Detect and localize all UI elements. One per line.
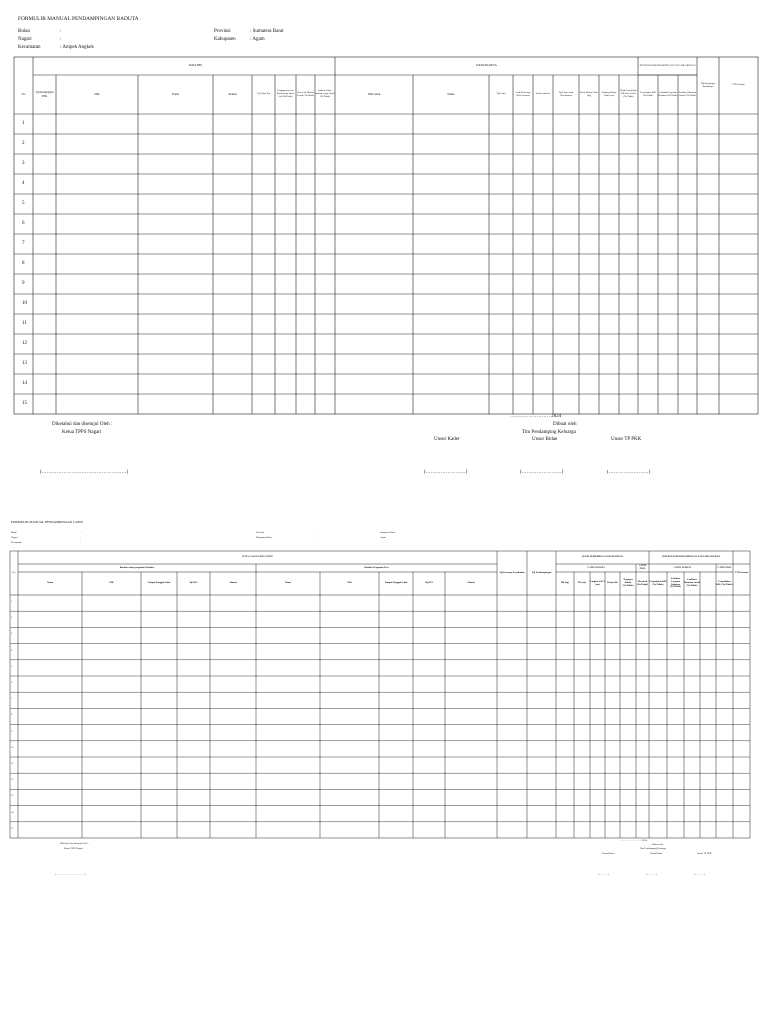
form2-col-ttd: TTD Sasaran	[734, 570, 749, 574]
form1-meta-kabupaten-label: Kabupaten	[214, 37, 236, 42]
form1-sig-kader: (……………………)	[424, 470, 468, 475]
form2-group-hasil: HASIL PEMERIKSAAN KESEHATAN	[581, 555, 624, 559]
form2-sig-ketua: (………………………………)	[55, 873, 86, 876]
form2-col-hb: Kadar Hb	[607, 581, 618, 585]
form2-row-number: 8	[11, 713, 13, 717]
form2-col-int-pria-kie: Penyuluhan KIE (Ya/Tidak)	[716, 579, 733, 586]
form2-row-number: 5	[11, 664, 13, 668]
form2-sig-pkk: (…………)	[694, 873, 706, 876]
form1-col-int-bansos: Fasilitasi Bantuan Sosial (Ya/Tidak)	[678, 90, 697, 97]
form1-row-number: 11	[22, 321, 27, 326]
form2-col-int-kie: Penyuluhan KIE (Ya/Tidak)	[649, 579, 667, 586]
form1-col-no: No	[21, 91, 26, 96]
form2-sub-catin-pria-1: CATIN PRIA	[638, 564, 647, 570]
form1-row-number: 1	[22, 121, 25, 126]
form2-group-data-calon: DATA CALON PENGANTIN	[242, 555, 273, 559]
form2-col-w-nama: Nama	[46, 581, 54, 585]
form2-row-number: 10	[11, 745, 14, 749]
form1-row-number: 10	[22, 301, 27, 306]
form2-row-number: 13	[11, 794, 14, 798]
form2-row-number: 11	[11, 762, 14, 765]
form1-row-number: 12	[22, 341, 27, 346]
form1-group-data-baduta: DATA BADUTA	[476, 63, 497, 68]
form1-col-baduta-urutan: Urutan anak ke	[535, 92, 551, 96]
form2-row-number: 3	[11, 632, 13, 636]
form1-col-tgl-kunjungan: Tgl Kunjungan TPK	[35, 90, 54, 98]
form2-meta-kecamatan-value: :	[80, 541, 81, 544]
form2-row-number: 4	[11, 648, 13, 652]
form1-col-baduta-bb-lahir: Berat Badan Lahir (kg)	[580, 90, 598, 97]
form1-row-number: 14	[22, 381, 27, 386]
form2-row-number: 7	[11, 697, 13, 701]
form1-col-ttd: TTD Sasaran	[732, 83, 745, 87]
form1-col-baduta-anak-keberapa: Anak Keberapa (Prior Nomor)	[515, 90, 531, 97]
form1-row-number: 13	[22, 361, 27, 366]
form1-meta-kecamatan-value: : Ampek Angkek	[60, 45, 94, 50]
form1-col-baduta-tgl-lahir: Tgl Lahir	[496, 92, 506, 96]
form1-meta-nagari-value: :	[60, 37, 62, 42]
form1-meta-kabupaten-value: : Agam	[250, 37, 265, 42]
form1-col-ibu-alamat: Alamat	[228, 91, 237, 96]
form1-col-baduta-nik: NIK Anak	[367, 91, 381, 96]
form1-meta-bulan-label: Bulan	[18, 29, 30, 34]
form2-footer-dibuat: Dibuat oleh	[652, 843, 664, 846]
form2-col-int-rujukan: Fasilitasi Layanan Rujukan (Ya/Tidak)	[670, 576, 681, 589]
form1-col-int-rujukan: Fasilitasi Layanan Rujukan (Ya/Tidak)	[658, 90, 678, 97]
form2-sub-catin-wanita-1: CATIN WANITA	[587, 565, 605, 569]
form2-col-w-alamat: Alamat	[229, 581, 237, 585]
form2-row-number: 1	[11, 600, 13, 603]
form2-group-intervensi: INTERVENSI/PENDAMPINGAN YANG DILAKUKAN	[661, 555, 721, 559]
form2-meta-kabupaten-name: Agam	[380, 536, 386, 539]
form2-col-no: No	[12, 570, 16, 574]
form1-meta-bulan-value: :	[60, 29, 62, 34]
form2-footer-known-by: Diketahui dan disetujui Oleh :	[60, 842, 89, 845]
form2-row-number: 6	[11, 681, 13, 684]
form1-group-intervensi: INTERVENSI/PENDAMPINGAN YANG DILAKUKAN	[639, 63, 696, 67]
form2-row-number: 15	[11, 826, 14, 830]
form2-col-int-bansos: Fasilitasi Bantuan Sosial (Ya/Tidak)	[684, 578, 700, 587]
form2-col-w-nik: NIK	[109, 581, 114, 585]
form2-row-number: 12	[11, 778, 14, 782]
form2-footer-kader: Unsur Kader	[602, 852, 615, 855]
form2-meta-bulan-label: Bulan	[11, 531, 17, 534]
form2-title: FORMULIR MANUAL PENDAMPINGAN CATIN	[11, 520, 83, 524]
form2-meta-provinsi-value: :	[318, 531, 319, 534]
form1-col-int-kie: Penyuluhan KIE (Ya/Tidak)	[640, 90, 656, 97]
form1-row-number: 6	[22, 221, 25, 226]
form2-row-number: 2	[11, 616, 13, 620]
form1-meta-provinsi-value: : Sumatera Barat	[250, 29, 284, 34]
form1-footer-tim: Tim Pendamping Keluarga	[522, 430, 576, 435]
form2-footer-ketua: Ketua TPPS Nagari	[64, 847, 83, 850]
form2-footer-pkk: Unsur TP PKK	[697, 852, 712, 855]
form1-footer-date: …………………… 2024	[510, 414, 562, 419]
form1-col-ibu-kontrasepsi: Penggunaan Alat Kontrasepsi Pasca Sal (Ya/Tidak)	[276, 89, 295, 98]
form2-col-p-ttl: Tempat/Tanggal Lahir	[384, 581, 408, 585]
form1-col-ibu-tgl-lahir: Tgl Lahir Ibu	[257, 92, 270, 96]
form1-footer-pkk: Unsur TP PKK	[611, 437, 642, 442]
form1-sig-ketua: (……………………………………………)	[40, 470, 129, 475]
form1-col-ibu-air-minum: Akses Air Minum Layak (Ya/Tidak)	[296, 90, 315, 97]
form1-sig-bidan: (……………………)	[520, 470, 564, 475]
form1-footer-kader: Unsur Kader	[434, 437, 460, 442]
form2-col-p-alamat: Alamat	[467, 581, 475, 585]
form1-meta-provinsi-label: Provinsi	[214, 29, 231, 34]
form1-row-number: 4	[22, 181, 25, 186]
form1-row-number: 5	[22, 201, 25, 206]
form2-col-tgl-rencana: Tgl Rencana Pernikahan	[499, 570, 525, 574]
form2-col-p-nama: Nama	[284, 581, 292, 585]
form2-col-w-ttl: Tempat/Tanggal Lahir	[147, 581, 171, 585]
form1-row-number: 15	[22, 401, 27, 406]
form1-col-tgl-berikutnya: Tgl Kunjungan Berikutnya	[700, 81, 716, 88]
form2-sub-pria: Biodata Pengantin Pria	[364, 565, 389, 569]
form2-col-rokok: Terpapar Rokok (Ya/Tidak)	[622, 578, 634, 587]
form2-sub-wanita: Biodata calon pengantin (Wanita)	[119, 565, 155, 569]
form1-footer-known-by: Diketahui dan disetujui Oleh :	[52, 422, 113, 427]
form2-sig-bidan: (…………)	[646, 873, 658, 876]
form1-meta-nagari-label: Nagari	[18, 37, 32, 42]
form2-col-lila: Lingkar LILA (cm)	[590, 579, 605, 586]
form2-footer-bidan: Unsur Bidan	[650, 852, 663, 855]
form2-footer-date: ……………………… 2024	[620, 839, 647, 842]
form2-col-w-hp: Hp/WA	[189, 581, 198, 585]
form1-col-baduta-nama: Nama	[447, 91, 455, 96]
form1-meta-kecamatan-label: Kecamatan	[18, 45, 41, 50]
form1-footer-dibuat: Dibuat oleh	[553, 422, 577, 427]
form1-footer-bidan: Unsur Bidan	[532, 437, 558, 442]
form1-sig-pkk: (……………………)	[607, 470, 651, 475]
form1-row-number: 2	[22, 141, 25, 146]
form1-col-ibu-nik: NIK	[94, 91, 100, 96]
form1-col-baduta-kb-pasca: Hasil Penyuluhan KB Pasca Salin (Ya/Tidak)	[620, 89, 637, 98]
form2-row-number: 9	[11, 729, 13, 733]
form1-col-baduta-pb-lahir: Panjang Badan Lahir (cm)	[601, 90, 617, 97]
form1-group-data-ibu: DATA IBU	[188, 63, 203, 68]
form2-meta-nagari-value: :	[80, 536, 81, 539]
form1-col-ibu-jamban: Jamban Sehat / Jamban yang Layak (Ya/Tidak)	[315, 89, 335, 98]
form2-meta-bulan-value: :	[80, 531, 81, 534]
form2-footer-tim: Tim Pendamping Keluarga	[640, 847, 666, 850]
form2-col-tgl-pendampingan: Tgl Pendampingan	[531, 570, 552, 574]
form1-col-ibu-nama: Nama	[171, 91, 180, 96]
form2-col-bb: BB (kg)	[561, 581, 569, 585]
form2-meta-kecamatan-label: Kecamatan	[11, 541, 22, 544]
form2-sub-catin-wanita-2: CATIN WANITA	[673, 565, 692, 569]
form2-meta-nagari-label: Nagari	[11, 536, 18, 539]
form2-row-number: 14	[11, 810, 14, 814]
form2-sig-kader: (…………)	[598, 873, 610, 876]
form2-col-tb: TB (cm)	[577, 581, 587, 585]
form2-col-merokok: Merokok (Ya/Tidak)	[637, 579, 648, 586]
form1-row-number: 3	[22, 161, 25, 166]
form2-sub-catin-pria-2: CATIN PRIA	[717, 565, 732, 569]
form1-row-number: 7	[22, 241, 25, 246]
form2-col-p-nik: NIK	[347, 581, 352, 585]
form1-footer-ketua: Ketua TPPS Nagari	[62, 430, 102, 435]
form2-meta-provinsi-name: Sumatera Barat	[380, 531, 395, 534]
form2-meta-kabupaten-label: Kabupaten/Kota	[256, 536, 272, 539]
form1-row-number: 8	[22, 261, 25, 266]
form1-col-baduta-tgl-sebelumnya: Tgl Lahir Anak Sebelumnya	[558, 90, 574, 97]
form2-meta-provinsi-label: Provinsi	[256, 531, 264, 534]
form2-meta-kabupaten-value: :	[318, 536, 319, 539]
form2-col-p-hp: Hp/WA	[425, 581, 433, 585]
form1-row-number: 9	[22, 281, 25, 286]
form1-title: FORMULIR MANUAL PENDAMPINGAN BADUTA	[18, 16, 139, 22]
